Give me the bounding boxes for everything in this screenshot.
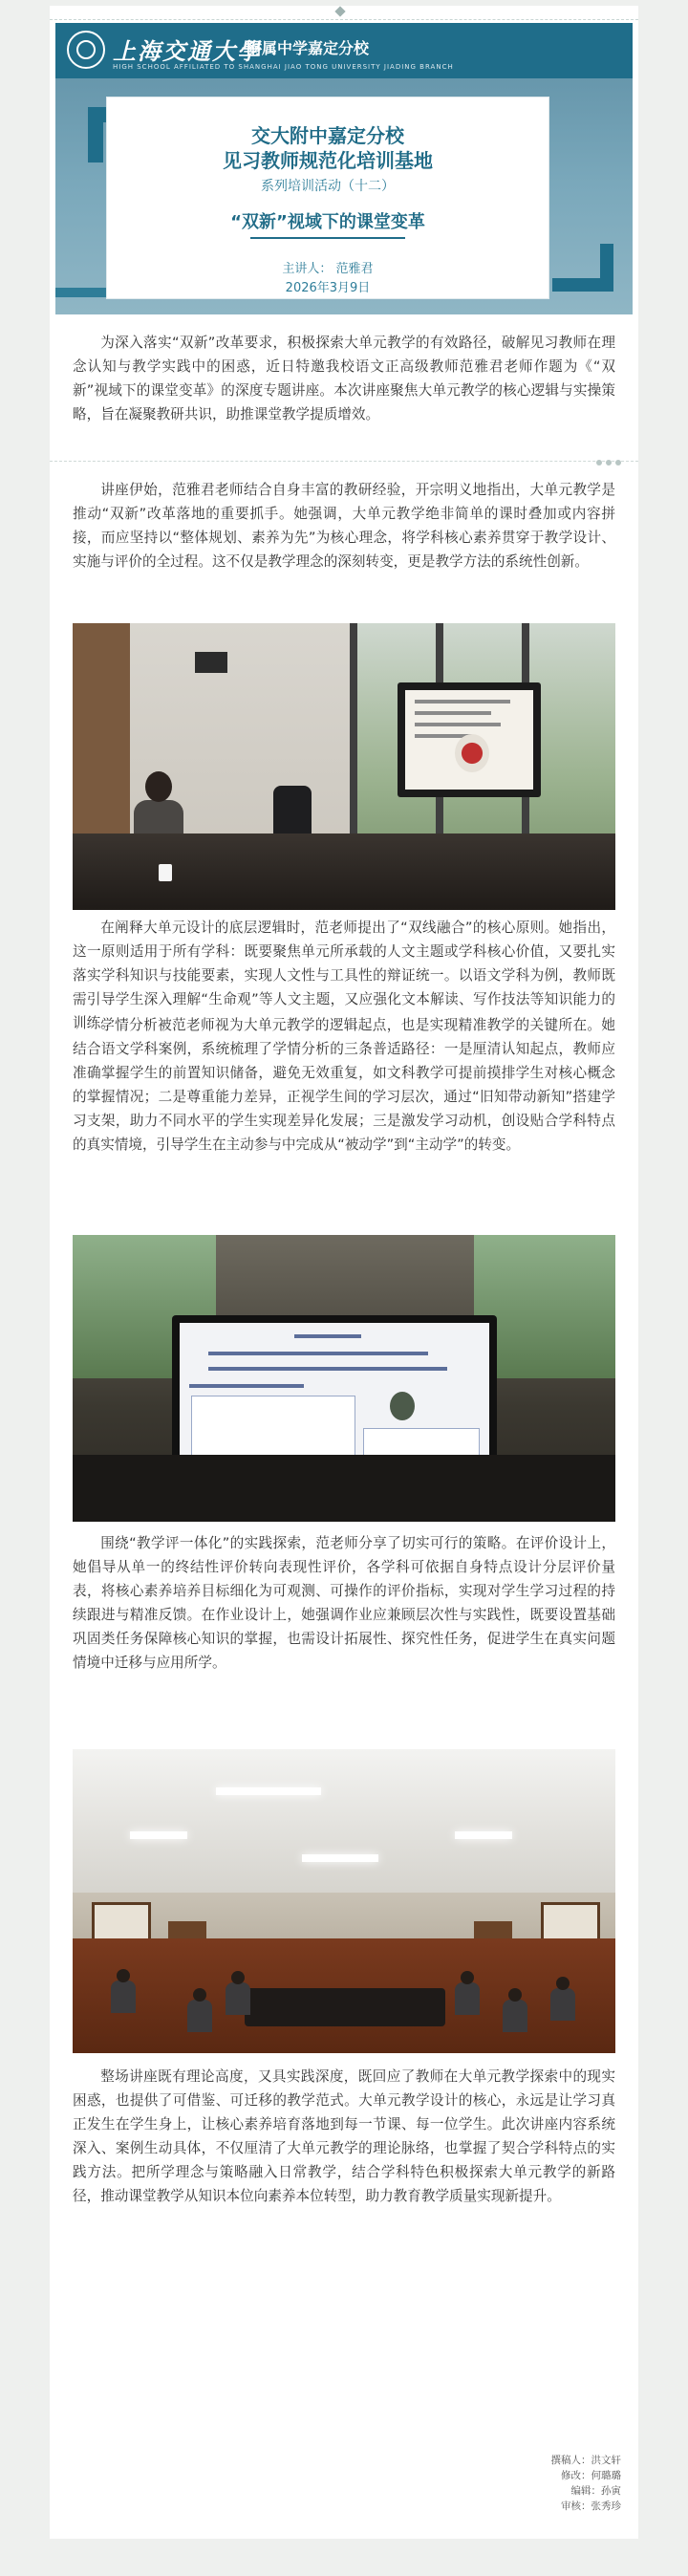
credits [430, 2453, 621, 2514]
presentation-screen [172, 1315, 497, 1476]
body-paragraph-2: 在阐释大单元设计的底层逻辑时，范老师提出了“双线融合”的核心原则。她指出，这一原则适用于所有学科：既要聚焦单元所承载的人文主题或学科核心价值，又要扎实落实学科知识与技能要素，实现人文性与工具性的辩证统一。以语文学科为例，教师既需引导学生深入理解“生命观”等人文主题，又应强化文本解读、写作技法等知识能力的训练。 [73, 920, 615, 1031]
banner-title-line2: 见习教师规范化培训基地 [223, 149, 433, 172]
school-seal-icon [67, 31, 105, 69]
school-subname: 附属中学嘉定分校 [247, 39, 370, 57]
body-paragraph-4: 围绕“教学评一体化”的实践探索，范老师分享了切实可行的策略。在评价设计上，她倡导从单一的终结性评价转向表现性评价，各学科可依据自身特点设计分层评价量表，将核心素养培养目标细化为可观测、可操作的评价指标，实现对学生学习过程的持续跟进与精准反馈。在作业设计上，她强调作业应兼顾层次性与实践性，既要设置基础巩固类任务保障核心知识的掌握，也需设计拓展性、探究性任务，促进学生在真实问题情境中迁移与应用所学。 [73, 1535, 615, 1671]
lecture-banner [55, 23, 633, 314]
banner-rule [250, 237, 405, 239]
screen-line [415, 711, 491, 715]
article-frame [50, 6, 638, 2539]
banner-topic: “双新”视域下的课堂变革 [230, 212, 425, 232]
lecture-photo-3 [73, 1749, 615, 2053]
screen-line [415, 700, 510, 704]
banner-date: 2026年3月9日 [285, 281, 371, 295]
tree-icon [390, 1392, 415, 1420]
banner-header [55, 23, 633, 78]
top-decoration [50, 6, 638, 20]
body-paragraph-5: 整场讲座既有理论高度，又具实践深度，既回应了教师在大单元教学探索中的现实困惑，也提供了可借鉴、可迁移的教学范式。大单元教学设计的核心，永远是让学习真正发生在学生身上，让核心素养培育落地到每一节课、每一位学生。此次讲座内容系统深入、案例生动具体，不仅厘清了大单元教学的理论脉络，也掌握了契合学科特点的实践方法。把所学理念与策略融入日常教学，结合学科特色积极探索大单元教学的新路径，推动课堂教学从知识本位向素养本位转型，助力教育教学质量实现新提升。 [73, 2068, 615, 2204]
flower-icon [455, 734, 489, 772]
body-paragraph-1: 讲座伊始，范雅君老师结合自身丰富的教研经验，开宗明义地指出，大单元教学是推动“双新”改革落地的重要抓手。她强调，大单元教学绝非简单的课时叠加或内容拼接，而应坚持以“整体规划、素养为先”为核心理念，将学科核心素养贯穿于教学设计、实施与评价的全过程。这不仅是教学理念的深刻转变，更是教学方法的系统性创新。 [73, 482, 615, 570]
banner-series: 系列培训活动（十二） [261, 179, 395, 194]
lecture-photo-1 [73, 623, 615, 910]
credit-editor: 编辑：孙寅 [570, 2485, 621, 2497]
screen-line [415, 723, 501, 726]
banner-title-line1: 交大附中嘉定分校 [251, 124, 404, 147]
school-name: 上海交通大學 [113, 37, 262, 65]
banner-speaker: 主讲人： 范雅君 [282, 262, 374, 276]
presentation-screen [398, 682, 541, 797]
lecture-photo-2 [73, 1235, 615, 1522]
credit-author: 撰稿人：洪文轩 [550, 2455, 621, 2466]
intro-paragraph: 为深入落实“双新”改革要求，积极探索大单元教学的有效路径，破解见习教师在理念认知与教学实践中的困惑，近日特邀我校语文正高级教师范雅君老师作题为《“双新”视域下的课堂变革》的深度专题讲座。本次讲座聚焦大单元教学的核心逻辑与实操策略，旨在凝聚教研共识，助推课堂教学提质增效。 [73, 335, 615, 422]
school-english-name: HIGH SCHOOL AFFILIATED TO SHANGHAI JIAO TONG UNIVERSITY JIADING BRANCH [113, 63, 454, 71]
banner-card [107, 97, 548, 298]
body-paragraph-3: 学情分析被范老师视为大单元教学的逻辑起点，也是实现精准教学的关键所在。她结合语文学科案例，系统梳理了学情分析的三条普适路径：一是厘清认知起点，教师应准确掌握学生的前置知识储备，避免无效重复，如文科教学可提前摸排学生对核心概念的掌握情况；二是尊重能力差异，正视学生间的学习层次，通过“旧知带动新知”搭建学习支架，助力不同水平的学生实现差异化发展；三是激发学习动机，创设贴合学科特点的真实情境，引导学生在主动参与中完成从“被动学”到“主动学”的转变。 [73, 1017, 615, 1153]
corner-decoration [552, 244, 613, 292]
credit-approver: 审核：张秀珍 [561, 2500, 621, 2512]
credit-reviser: 修改：何璐璐 [561, 2470, 621, 2481]
section-divider [50, 447, 638, 462]
